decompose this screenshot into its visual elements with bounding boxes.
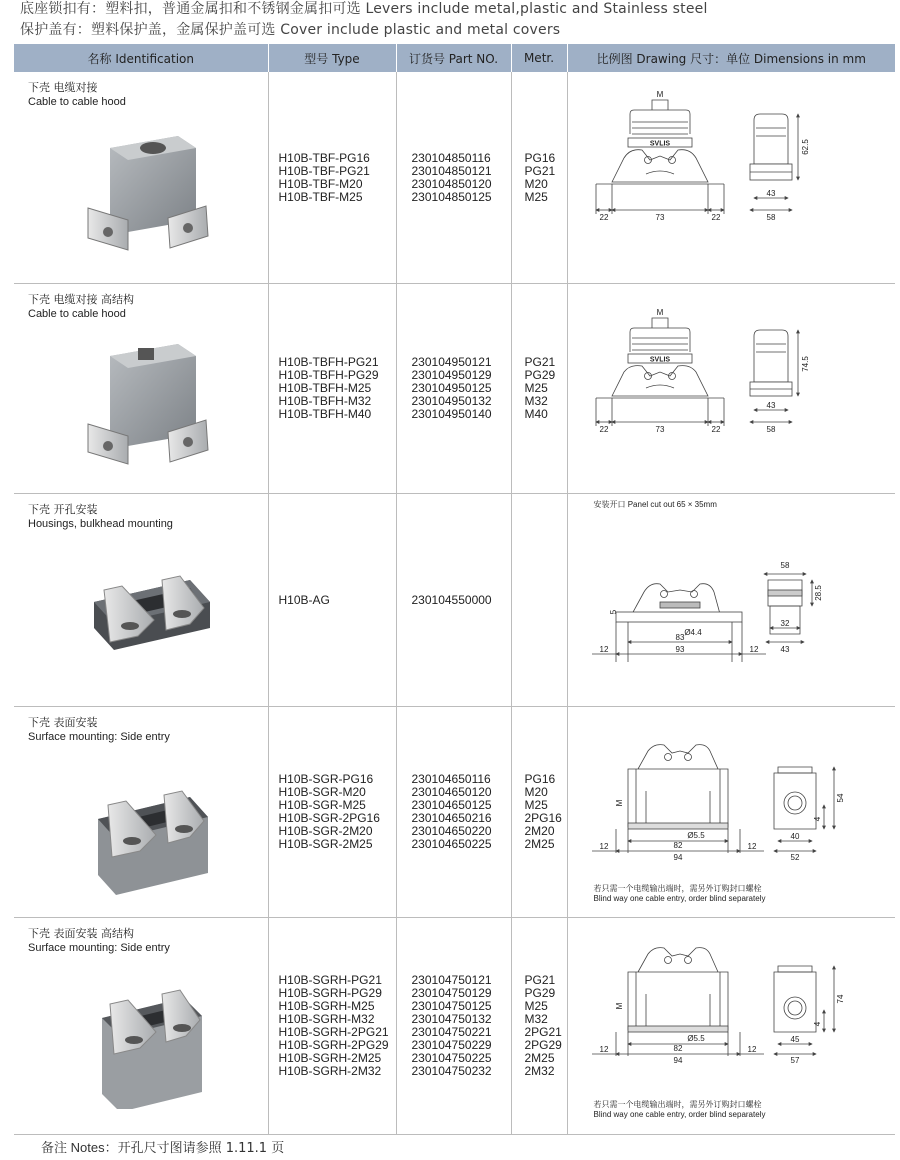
part-cell bbox=[396, 72, 511, 284]
list-item: H10B-TBF-M20 bbox=[278, 176, 363, 191]
part-cell bbox=[396, 494, 511, 707]
list-item: H10B-AG bbox=[278, 592, 330, 607]
list-item: 230104950132 bbox=[411, 394, 492, 408]
dim-outer: 93 bbox=[675, 645, 684, 654]
header-part: 订货号 Part NO. bbox=[396, 44, 511, 72]
dim-left: 22 bbox=[599, 213, 608, 222]
list-item: M40 bbox=[524, 407, 548, 421]
list-item: PG21 bbox=[524, 163, 556, 178]
bulkhead-housing-photo bbox=[58, 550, 238, 685]
identification-cell bbox=[14, 284, 268, 494]
list-item: H10B-TBFH-PG21 bbox=[278, 355, 379, 369]
list-item: H10B-SGR-M20 bbox=[278, 785, 366, 799]
dim-side-inner: 43 bbox=[766, 189, 775, 198]
dim-inner: 82 bbox=[673, 1044, 682, 1053]
header-type: 型号 Type bbox=[268, 44, 396, 72]
header-identification: 名称 Identification bbox=[14, 44, 268, 72]
name-en: Housings, bulkhead mounting bbox=[28, 518, 173, 530]
list-item: 230104750121 bbox=[411, 973, 492, 987]
list-item: PG21 bbox=[524, 973, 556, 987]
list-item: H10B-SGR-PG16 bbox=[278, 772, 374, 786]
list-item: 230104850116 bbox=[411, 150, 491, 165]
name-cn: 下壳 表面安装 bbox=[28, 716, 98, 729]
list-item: 230104650125 bbox=[411, 798, 492, 812]
metr-cell bbox=[511, 284, 567, 494]
list-item: 230104650220 bbox=[411, 824, 492, 838]
name-en: Cable to cable hood bbox=[28, 308, 126, 320]
list-item: PG29 bbox=[524, 368, 556, 382]
list-item: H10B-TBF-PG16 bbox=[278, 150, 370, 165]
notes-label: 备注 Notes： bbox=[41, 1140, 118, 1155]
identification-cell bbox=[14, 72, 268, 284]
spec-table bbox=[14, 44, 895, 1135]
list-item: H10B-SGR-2PG16 bbox=[278, 811, 380, 825]
dim-side-outer: 58 bbox=[766, 213, 775, 222]
list-item: PG16 bbox=[524, 772, 556, 786]
list-item: H10B-SGR-2M20 bbox=[278, 824, 373, 838]
list-item: 230104650116 bbox=[411, 772, 491, 786]
drawing-cell bbox=[567, 707, 895, 918]
list-item: 2PG16 bbox=[524, 811, 562, 825]
list-item: H10B-TBFH-M32 bbox=[278, 394, 372, 408]
drawing-cell bbox=[567, 72, 895, 284]
list-item: 2M25 bbox=[524, 837, 555, 851]
intro-levers: 底座锁扣有：塑料扣，普通金属扣和不锈钢金属扣可选 Levers include metal,plastic and Stainless steel bbox=[20, 1, 708, 17]
notes-text: 开孔尺寸图请参照 1.11.1 页 bbox=[117, 1141, 285, 1156]
table-row bbox=[14, 707, 895, 918]
notes bbox=[41, 1137, 284, 1156]
table-row bbox=[14, 284, 895, 494]
list-item: H10B-SGRH-PG29 bbox=[278, 986, 382, 1000]
list-item: 230104750225 bbox=[411, 1051, 492, 1065]
name-cn: 下壳 电缆对接 高结构 bbox=[28, 293, 134, 306]
dim-mid: 73 bbox=[655, 213, 664, 222]
list-item: H10B-TBF-PG21 bbox=[278, 163, 370, 178]
dim-left: 12 bbox=[599, 645, 608, 654]
list-item: 230104750132 bbox=[411, 1012, 492, 1026]
list-item: PG29 bbox=[524, 986, 556, 1000]
dim-height: 62.5 bbox=[800, 139, 810, 155]
type-list bbox=[269, 974, 396, 1078]
list-item: PG21 bbox=[524, 355, 556, 369]
part-list bbox=[397, 594, 511, 607]
blind-note-cn: 若只需一个电缆输出端时，需另外订购封口螺栓 bbox=[593, 1100, 762, 1109]
type-cell bbox=[268, 707, 396, 918]
type-cell bbox=[268, 918, 396, 1135]
type-list bbox=[269, 356, 396, 421]
list-item: H10B-TBFH-M25 bbox=[278, 381, 372, 395]
list-item: 230104950140 bbox=[411, 407, 492, 421]
list-item: M25 bbox=[524, 798, 548, 812]
part-list bbox=[397, 152, 511, 204]
list-item: 230104550000 bbox=[411, 592, 492, 607]
metr-cell bbox=[511, 918, 567, 1135]
list-item: H10B-SGRH-M32 bbox=[278, 1012, 375, 1026]
part-list bbox=[397, 974, 511, 1078]
dim-right: 12 bbox=[747, 1045, 756, 1054]
blind-note-en: Blind way one cable entry, order blind separately bbox=[593, 1110, 766, 1119]
list-item: 2M32 bbox=[524, 1064, 555, 1078]
list-item: M32 bbox=[524, 394, 548, 408]
name-cn: 下壳 表面安装 高结构 bbox=[28, 927, 134, 940]
list-item: 230104750129 bbox=[411, 986, 492, 1000]
bulkhead-drawing bbox=[568, 494, 896, 706]
connector-hood-photo bbox=[58, 128, 238, 263]
dim-outer: 94 bbox=[673, 853, 682, 862]
list-item: H10B-SGRH-2M25 bbox=[278, 1051, 382, 1065]
brand-label: SVLIS bbox=[649, 140, 670, 148]
dim-outer: 94 bbox=[673, 1056, 682, 1065]
list-item: M20 bbox=[524, 785, 548, 799]
list-item: H10B-SGR-M25 bbox=[278, 798, 366, 812]
identification-cell bbox=[14, 918, 268, 1135]
list-item: 2M20 bbox=[524, 824, 555, 838]
dim-inner: 83 bbox=[675, 633, 684, 642]
surface-housing-high-photo bbox=[58, 974, 238, 1109]
dim-depth: 5 bbox=[608, 609, 618, 615]
metr-list bbox=[512, 773, 567, 851]
list-item: 230104850120 bbox=[411, 176, 492, 191]
dim-side-inner: 43 bbox=[766, 401, 775, 410]
identification-cell bbox=[14, 707, 268, 918]
dim-hole: Ø4.4 bbox=[683, 628, 702, 637]
list-item: M25 bbox=[524, 381, 548, 395]
list-item: H10B-SGRH-2PG21 bbox=[278, 1025, 389, 1039]
dim-left: 22 bbox=[599, 425, 608, 434]
list-item: 230104650216 bbox=[411, 811, 492, 825]
name-cn: 下壳 电缆对接 bbox=[28, 81, 98, 94]
list-item: 230104950129 bbox=[411, 368, 492, 382]
dim-left: 12 bbox=[599, 1045, 608, 1054]
list-item: H10B-SGRH-2PG29 bbox=[278, 1038, 389, 1052]
panel-cutout-note: 安装开口 Panel cut out 65 × 35mm bbox=[593, 500, 717, 509]
hood-drawing bbox=[568, 72, 896, 283]
list-item: 230104850125 bbox=[411, 189, 492, 204]
list-item: M20 bbox=[524, 176, 548, 191]
metr-cell bbox=[511, 707, 567, 918]
type-list bbox=[269, 594, 396, 607]
type-list bbox=[269, 773, 396, 851]
dim-side-height: 54 bbox=[835, 793, 845, 803]
surface-housing-photo bbox=[58, 763, 238, 898]
part-cell bbox=[396, 707, 511, 918]
drawing-cell bbox=[567, 494, 895, 707]
table-row bbox=[14, 72, 895, 284]
type-cell bbox=[268, 72, 396, 284]
name-en: Cable to cable hood bbox=[28, 96, 126, 108]
blind-note-cn: 若只需一个电缆输出端时，需另外订购封口螺栓 bbox=[593, 884, 762, 893]
brand-label: SVLIS bbox=[649, 356, 670, 364]
type-list bbox=[269, 152, 396, 204]
list-item: 2PG21 bbox=[524, 1025, 562, 1039]
metr-cell bbox=[511, 72, 567, 284]
list-item: H10B-TBFH-PG29 bbox=[278, 368, 379, 382]
header-metr: Metr. bbox=[511, 44, 567, 72]
list-item: 230104950125 bbox=[411, 381, 492, 395]
list-item: 230104850121 bbox=[411, 163, 492, 178]
name-en: Surface mounting: Side entry bbox=[28, 731, 170, 743]
table-row bbox=[14, 918, 895, 1135]
dim-side-inner: 32 bbox=[780, 619, 789, 628]
dim-side-height: 74 bbox=[835, 994, 845, 1004]
m-label: M bbox=[614, 1002, 624, 1010]
dim-right: 12 bbox=[747, 842, 756, 851]
list-item: H10B-TBF-M25 bbox=[278, 189, 363, 204]
name-en: Surface mounting: Side entry bbox=[28, 942, 170, 954]
list-item: 230104950121 bbox=[411, 355, 492, 369]
type-cell bbox=[268, 494, 396, 707]
list-item: H10B-SGRH-PG21 bbox=[278, 973, 382, 987]
part-list bbox=[397, 356, 511, 421]
list-item: H10B-SGRH-2M32 bbox=[278, 1064, 382, 1078]
list-item: M25 bbox=[524, 189, 548, 204]
dim-side-inner: 40 bbox=[790, 832, 799, 841]
dim-side-height: 28.5 bbox=[813, 585, 823, 601]
list-item: 230104650120 bbox=[411, 785, 492, 799]
list-item: H10B-SGR-2M25 bbox=[278, 837, 373, 851]
list-item: 2M25 bbox=[524, 1051, 555, 1065]
dim-right: 12 bbox=[749, 645, 758, 654]
connector-hood-high-photo bbox=[58, 340, 238, 475]
dim-left: 12 bbox=[599, 842, 608, 851]
list-item: 230104750229 bbox=[411, 1038, 492, 1052]
drawing-cell bbox=[567, 284, 895, 494]
list-item: M32 bbox=[524, 1012, 548, 1026]
list-item: 230104650225 bbox=[411, 837, 492, 851]
table-row bbox=[14, 494, 895, 707]
m-label: M bbox=[656, 308, 663, 317]
list-item: H10B-SGRH-M25 bbox=[278, 999, 375, 1013]
type-cell bbox=[268, 284, 396, 494]
metr-list bbox=[512, 152, 567, 204]
part-cell bbox=[396, 284, 511, 494]
metr-list bbox=[512, 356, 567, 421]
metr-cell bbox=[511, 494, 567, 707]
m-label: M bbox=[614, 799, 624, 807]
list-item: M25 bbox=[524, 999, 548, 1013]
dim-right: 22 bbox=[711, 213, 720, 222]
dim-side-four: 4 bbox=[812, 1021, 822, 1027]
dim-height: 74.5 bbox=[800, 356, 810, 372]
list-item: H10B-TBFH-M40 bbox=[278, 407, 372, 421]
dim-side-outer: 57 bbox=[790, 1056, 799, 1065]
list-item: 230104750125 bbox=[411, 999, 492, 1013]
dim-hole: Ø5.5 bbox=[686, 1034, 705, 1043]
hood-high-drawing bbox=[568, 284, 896, 493]
dim-side-inner: 45 bbox=[790, 1035, 799, 1044]
blind-note-en: Blind way one cable entry, order blind separately bbox=[593, 894, 766, 903]
drawing-cell bbox=[567, 918, 895, 1135]
part-cell bbox=[396, 918, 511, 1135]
dim-side-outer: 58 bbox=[766, 425, 775, 434]
list-item: 230104750221 bbox=[411, 1025, 492, 1039]
part-list bbox=[397, 773, 511, 851]
table-header bbox=[14, 44, 895, 72]
dim-side-outer: 43 bbox=[780, 645, 789, 654]
m-label: M bbox=[656, 90, 663, 99]
identification-cell bbox=[14, 494, 268, 707]
list-item: 230104750232 bbox=[411, 1064, 492, 1078]
dim-right: 22 bbox=[711, 425, 720, 434]
intro-covers: 保护盖有：塑料保护盖，金属保护盖可选 Cover include plastic and metal covers bbox=[20, 22, 561, 38]
list-item: PG16 bbox=[524, 150, 556, 165]
list-item: 2PG29 bbox=[524, 1038, 562, 1052]
dim-inner: 82 bbox=[673, 841, 682, 850]
header-drawing: 比例图 Drawing 尺寸：单位 Dimensions in mm bbox=[567, 44, 895, 72]
dim-mid: 73 bbox=[655, 425, 664, 434]
metr-list bbox=[512, 974, 567, 1078]
name-cn: 下壳 开孔安装 bbox=[28, 503, 98, 516]
dim-side-outer: 52 bbox=[790, 853, 799, 862]
dim-side-four: 4 bbox=[812, 816, 822, 822]
dim-hole: Ø5.5 bbox=[686, 831, 705, 840]
dim-side-top: 58 bbox=[780, 561, 789, 570]
